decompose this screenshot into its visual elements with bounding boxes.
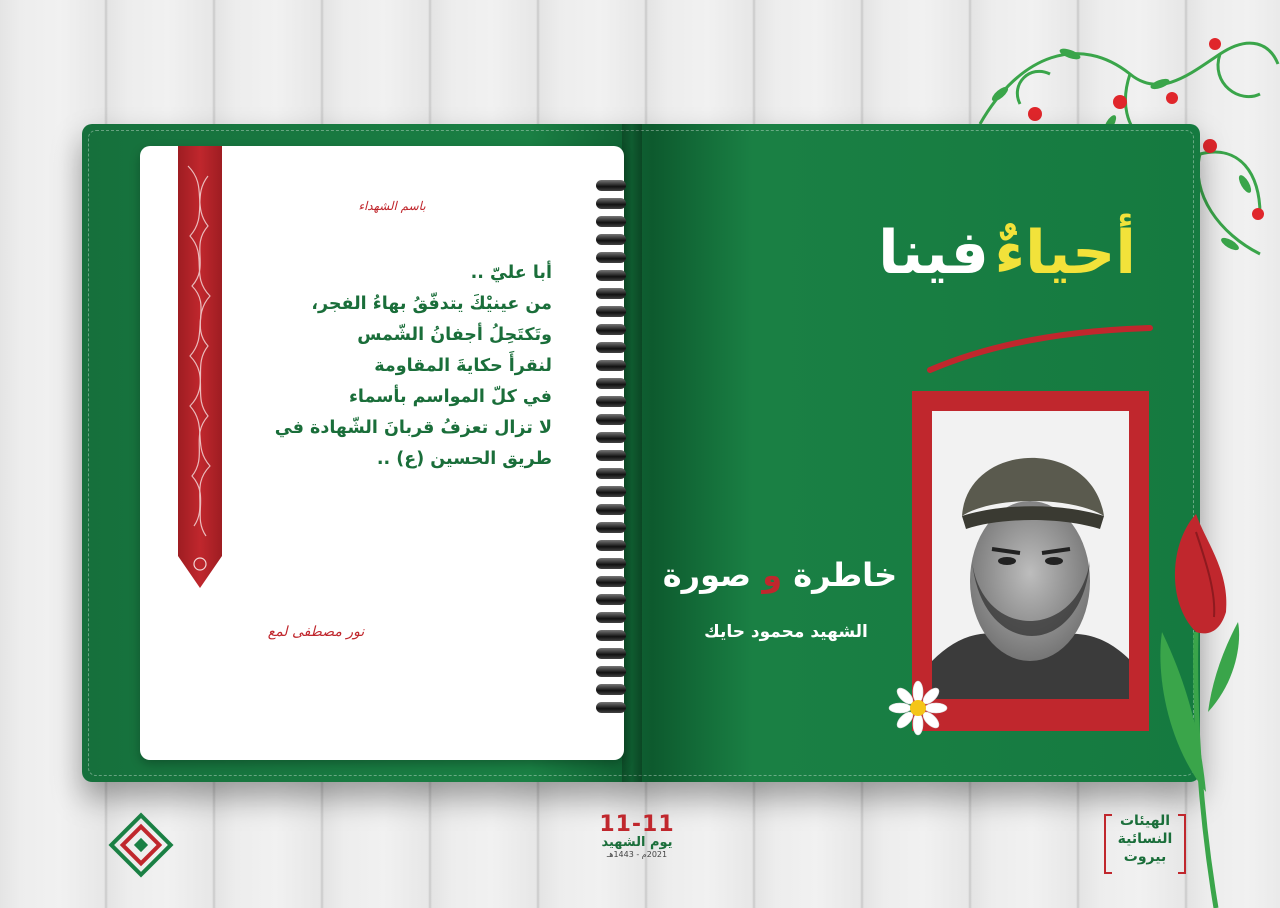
org-line: الهيئات	[1119, 813, 1171, 829]
spiral-ring	[596, 486, 626, 497]
spiral-ring	[596, 198, 626, 209]
caption-sura: صورة	[662, 556, 752, 594]
spiral-ring	[596, 540, 626, 551]
spiral-ring	[596, 558, 626, 569]
spiral-ring	[596, 324, 626, 335]
svg-text:باسم الشهداء: باسم الشهداء	[358, 199, 426, 213]
day-label: يوم الشهيد	[601, 835, 673, 850]
spiral-ring	[596, 216, 626, 227]
date-block	[592, 812, 682, 859]
spiral-ring	[596, 450, 626, 461]
basmala-calligraphy	[358, 184, 426, 224]
poem-line: لا تزال تعزفُ قربانَ الشّهادة في	[274, 418, 552, 438]
poem-line: وتَكتَحِلُ أجفانُ الشّمس	[357, 325, 552, 345]
caption-waw: و	[762, 556, 783, 594]
poem-line: في كلّ المواسم بأسماء	[348, 387, 552, 407]
poem-text	[232, 258, 552, 475]
title-word-1: أحياءٌ	[994, 218, 1136, 288]
spiral-ring	[596, 252, 626, 263]
poem-line: لنقرأَ حكايةَ المقاومة	[374, 356, 552, 376]
martyr-name: الشهيد محمود حايك	[704, 622, 868, 642]
spiral-ring	[596, 432, 626, 443]
martyr-photo	[932, 411, 1129, 699]
spiral-ring	[596, 270, 626, 281]
spiral-ring	[596, 234, 626, 245]
spiral-binding	[596, 180, 630, 720]
title-red-stroke	[920, 320, 1160, 380]
daisy-flower	[886, 680, 950, 736]
spiral-ring	[596, 648, 626, 659]
kufic-logo-icon	[110, 814, 172, 876]
spiral-ring	[596, 396, 626, 407]
date-numbers: 11-11	[599, 812, 675, 837]
year-label: 2021م - 1443هـ	[606, 850, 668, 859]
org-line: بيروت	[1123, 849, 1167, 865]
spiral-ring	[596, 612, 626, 623]
title-text	[878, 218, 1136, 288]
poem-line: أبا عليّ ..	[470, 263, 552, 283]
caption-khatira: خاطرة	[793, 556, 898, 594]
spiral-ring	[596, 306, 626, 317]
spiral-ring	[596, 342, 626, 353]
bracket-left	[1104, 814, 1112, 874]
spiral-ring	[596, 576, 626, 587]
spiral-ring	[596, 684, 626, 695]
spiral-ring	[596, 468, 626, 479]
poem-line: من عينيْكَ يتدفّقُ بهاءُ الفجر،	[311, 294, 552, 314]
spiral-ring	[596, 360, 626, 371]
title-word-2: فينا	[878, 218, 989, 288]
spiral-ring	[596, 180, 626, 191]
calligraphy-ribbon	[178, 146, 222, 588]
spiral-ring	[596, 594, 626, 605]
spiral-ring	[596, 504, 626, 515]
poem-line: طريق الحسين (ع) ..	[376, 449, 552, 469]
spiral-ring	[596, 522, 626, 533]
page-title	[860, 200, 1160, 380]
author-signature: نور مصطفى لمع	[267, 624, 365, 640]
spiral-ring	[596, 378, 626, 389]
spiral-ring	[596, 288, 626, 299]
spiral-ring	[596, 414, 626, 425]
spiral-ring	[596, 666, 626, 677]
organization-name	[1104, 812, 1186, 872]
spiral-ring	[596, 702, 626, 713]
bracket-right	[1178, 814, 1186, 874]
section-caption	[660, 556, 900, 594]
org-line: النسائية	[1117, 831, 1173, 847]
spiral-ring	[596, 630, 626, 641]
